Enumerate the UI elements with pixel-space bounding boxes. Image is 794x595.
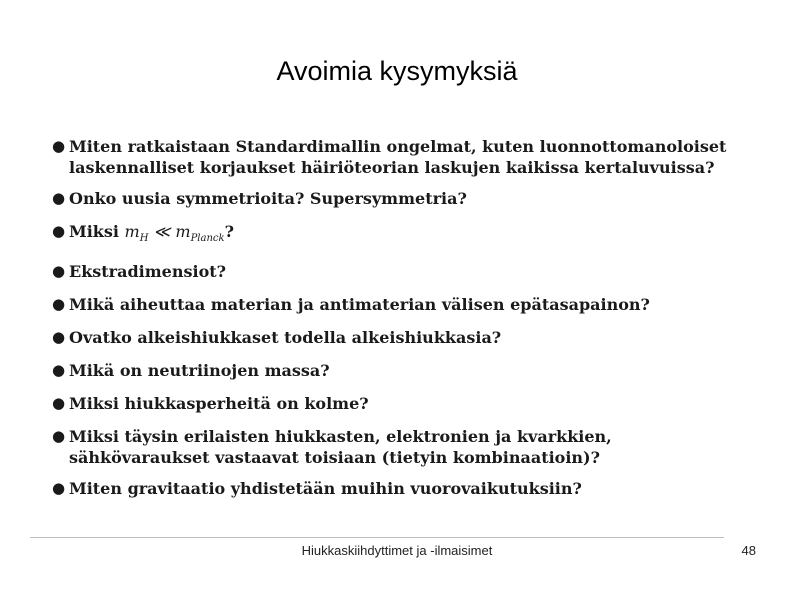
bullet-icon: ● [52, 295, 66, 314]
item-text: Miksi täysin erilaisten hiukkasten, elektronien ja kvarkkien, sähkövaraukset vastaavat toisiaan (tietyin kombinaatioin)? [69, 427, 612, 468]
list-item [52, 136, 732, 178]
item-text: Onko uusia symmetrioita? Supersymmetria? [69, 189, 467, 208]
item-text: Mikä on neutriinojen massa? [69, 361, 330, 381]
list-item [52, 294, 732, 315]
math-sub-h: H [139, 233, 149, 245]
list-item [52, 221, 732, 249]
item-text: Miten gravitaatio yhdistetään muihin vuorovaikutuksiin? [69, 479, 582, 499]
item-text: Ekstradimensiot? [69, 262, 227, 282]
bullet-icon: ● [52, 189, 66, 207]
list-item [52, 478, 732, 499]
item-text: Miksi hiukkasperheitä on kolme? [69, 394, 369, 414]
list-item [52, 188, 732, 209]
bullet-icon: ● [52, 222, 66, 240]
footer-divider [30, 537, 724, 538]
math-expression [124, 222, 225, 245]
math-sub-planck: Planck [190, 233, 225, 245]
list-item [52, 360, 732, 381]
list-item [52, 261, 732, 282]
item-text: Ovatko alkeishiukkaset todella alkeishiukkasia? [69, 328, 502, 348]
item-text: Mikä aiheuttaa materian ja antimaterian välisen epätasapainon? [69, 295, 650, 315]
slide-title: Avoimia kysymyksiä [276, 56, 518, 86]
question-list [52, 136, 732, 499]
item-text-suffix: ? [224, 222, 234, 241]
page-number: 48 [741, 543, 756, 558]
math-relation: ≪ [153, 222, 171, 241]
list-item [52, 327, 732, 348]
math-m-planck: m [175, 222, 191, 241]
bullet-icon: ● [52, 394, 66, 413]
bullet-icon: ● [52, 262, 66, 281]
bullet-icon: ● [52, 361, 66, 380]
math-m-h: m [124, 222, 140, 241]
bullet-icon: ● [52, 479, 66, 498]
bullet-icon: ● [52, 427, 66, 446]
list-item [52, 393, 732, 414]
list-item [52, 426, 732, 468]
bullet-icon: ● [52, 328, 66, 347]
item-text-prefix: Miksi [69, 222, 119, 241]
footer-title: Hiukkaskiihdyttimet ja -ilmaisimet [301, 543, 493, 558]
bullet-icon: ● [52, 137, 66, 155]
item-text: Miten ratkaistaan Standardimallin ongelmat, kuten luonnottomanoloiset laskennalliset korjaukset häiriöteorian laskujen kaikissa kertaluvuissa? [69, 137, 727, 177]
